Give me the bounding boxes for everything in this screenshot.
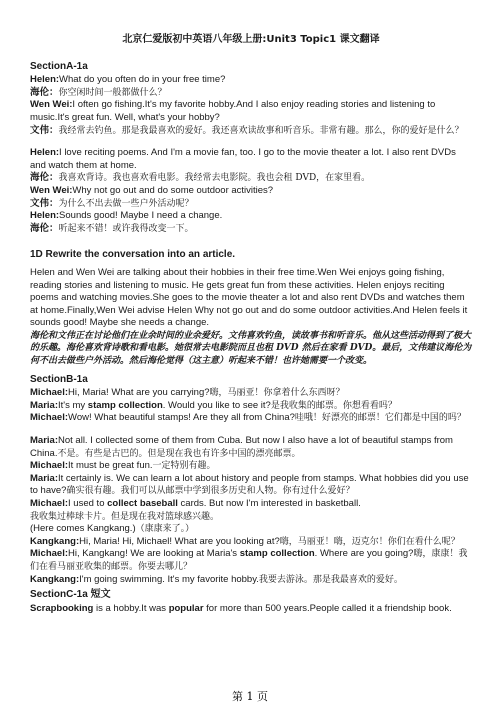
dialogue-line (30, 412, 472, 425)
dialogue-line (30, 74, 472, 87)
key-phrase: collect baseball (107, 498, 178, 509)
dialogue-line (30, 511, 472, 524)
speaker-name: Maria (30, 472, 55, 484)
key-phrase: popular (168, 602, 204, 614)
dialogue-line (30, 147, 472, 172)
dialogue-text: Hi, Kangkang! We are looking at Maria's (68, 548, 240, 560)
section-b-heading: SectionB-1a (30, 373, 88, 385)
key-phrase: stamp collection (87, 399, 163, 411)
speaker-name: Maria (30, 435, 55, 447)
document-title: 北京仁爱版初中英语八年级上册:Unit3 Topic1 课文翻译 (122, 34, 380, 45)
speaker-name: Wen Wei (30, 184, 70, 196)
speaker-separator: : (64, 412, 69, 424)
dialogue-text: I used to (68, 498, 108, 509)
dialogue-line (30, 87, 472, 100)
speaker-name: Michael (30, 548, 65, 560)
speaker-separator: : (54, 399, 58, 411)
translation-text: 我收集过棒球卡片。但是现在我对篮球感兴趣。 (30, 511, 220, 522)
section-b-dialogue (30, 387, 472, 425)
translation-text: 哇哦！好漂亮的邮票！它们都是中国的吗？ (294, 413, 466, 424)
translation-text: 我要去游泳。那是我最喜欢的爱好。 (258, 574, 403, 585)
dialogue-line (30, 172, 472, 185)
rewrite-paragraph: Helen and Wen Wei are talking about their hobbies in their free time.Wen Wei enjoys going fishing, reading stories and listening to music. He gets great fun from these activities. Helen enjoys reciting poems and watching movies.She goes to the movie theater a lot and also rent DVDs and watches them at home.Finally,Wen Wei advise Helen Why not go out and do some outdoor activities.And Helen feels it sounds good! Maybe she needs a change. (30, 266, 468, 329)
speaker-separator: : (54, 435, 58, 447)
key-phrase: stamp collection (239, 548, 315, 560)
speaker-separator: ： (49, 172, 59, 184)
dialogue-line (30, 185, 472, 198)
speaker-name: Maria (30, 399, 55, 411)
dialogue-text: Not all. I collected some of them from Cuba. But now I also have a lot of beautiful stamps from China. (30, 435, 453, 459)
dialogue-text: Wow! What beautiful stamps! Are they all from China? (68, 412, 295, 424)
rewrite-heading: 1D Rewrite the conversation into an article. (30, 249, 236, 261)
dialogue-text: . Would you like to see it? (162, 399, 271, 411)
translation-text: 嗨，马丽亚！嗨，迈克尔！你们在看什么呢？ (279, 536, 460, 547)
dialogue-line (30, 125, 472, 138)
speaker-name: Helen (30, 210, 56, 222)
speaker-separator: : (75, 573, 80, 585)
speaker-name: Michael (30, 498, 65, 509)
dialogue-line (30, 435, 472, 460)
dialogue-line (30, 548, 472, 573)
speaker-separator: : (69, 99, 73, 111)
dialogue-line (30, 400, 472, 413)
dialogue-text: cards. But now I'm interested in basketball. (177, 498, 361, 509)
speaker-name: 海伦 (30, 86, 50, 98)
section-a-heading: SectionA-1a (30, 60, 88, 72)
dialogue-text: 你空闲时间一般都做什么？ (58, 87, 167, 98)
speaker-name: 文伟 (30, 197, 50, 209)
speaker-separator: : (69, 184, 73, 196)
dialogue-text: It certainly is. We can learn a lot about history and people from stamps. What hobbies did you use to have? (30, 472, 469, 497)
speaker-name: Michael (30, 387, 65, 399)
speaker-separator: ： (49, 222, 59, 234)
speaker-separator: : (64, 498, 69, 509)
speaker-separator: : (55, 74, 60, 86)
rewrite-translation: 海伦和文伟正在讨论他们在业余时间的业余爱好。文伟喜欢钓鱼，读故事书和听音乐。他从这些活动得到了极大的乐趣。海伦喜欢背诗歌和看电影。她很常去电影院而且也租 DVD 然后在家看 DVD。最后，文伟建议海伦为何不出去做些户外活动。然后海伦觉得（这主意）听起来不错！也许她需要一个改变。 (30, 330, 472, 367)
section-a-dialogue-continued (30, 147, 472, 235)
speaker-separator: : (54, 472, 58, 484)
dialogue-line (30, 210, 472, 223)
dialogue-line (30, 574, 472, 587)
translation-text: （康康来了。） (135, 524, 195, 535)
dialogue-line (30, 460, 472, 473)
speaker-separator: : (64, 460, 69, 472)
speaker-separator: : (64, 548, 69, 560)
section-c-paragraph (30, 603, 472, 616)
section-b-dialogue-continued (30, 435, 472, 586)
dialogue-text: Hi, Maria! What are you carrying? (68, 387, 210, 399)
speaker-name: Helen (30, 147, 56, 159)
section-c-heading: SectionC-1a 短文 (30, 589, 111, 601)
dialogue-text: 为什么不出去做一些户外活动呢？ (58, 198, 194, 209)
speaker-name: Michael (30, 460, 65, 472)
translation-text: 嗨，康康！我们在看马丽亚收集的邮票。你要去哪儿？ (30, 549, 468, 572)
speaker-name: Wen Wei (30, 99, 70, 111)
translation-text: 嗨，马丽亚！你拿着什么东西呀？ (209, 388, 345, 399)
speaker-separator: : (55, 210, 60, 222)
dialogue-line (30, 223, 472, 236)
speaker-name: 海伦 (30, 172, 50, 184)
translation-text: 不是。有些是古巴的。但是现在我也有许多中国的漂亮邮票。 (57, 448, 301, 459)
dialogue-line (30, 387, 472, 400)
speaker-name: Helen (30, 74, 56, 86)
paragraph-text: for more than 500 years.People called it a friendship book. (203, 602, 452, 614)
page-number: 第 1 页 (232, 690, 268, 703)
dialogue-text: (Here comes Kangkang.) (30, 523, 136, 535)
dialogue-line (30, 198, 472, 211)
dialogue-text: I'm going swimming. It's my favorite hobby. (79, 573, 259, 585)
dialogue-line (30, 523, 472, 536)
dialogue-text: Sounds good! Maybe I need a change. (59, 210, 223, 222)
speaker-name: Kangkang (30, 535, 76, 547)
translation-text: 确实很有趣。我们可以从邮票中学到很多历史和人物。你有过什么爱好？ (66, 486, 355, 497)
dialogue-text: Why not go out and do some outdoor activities? (72, 184, 274, 196)
dialogue-text: 我喜欢背诗。我也喜欢看电影。我经常去电影院。我也会租 DVD，在家里看。 (58, 173, 371, 184)
paragraph-text: is a hobby.It was (93, 602, 169, 614)
translation-text: 是我收集的邮票。你想看看吗？ (270, 400, 397, 411)
speaker-name: Kangkang (30, 573, 76, 585)
speaker-name: 海伦 (30, 222, 50, 234)
dialogue-line (30, 473, 472, 498)
speaker-separator: : (75, 535, 80, 547)
dialogue-line (30, 99, 472, 124)
dialogue-text: I often go fishing.It's my favorite hobby.And I also enjoy reading stories and listening to music.It's great fun. Well, what's your hobby? (30, 99, 436, 123)
section-a-dialogue (30, 74, 472, 137)
speaker-name: Michael (30, 412, 65, 424)
dialogue-text: It must be great fun. (68, 460, 153, 472)
dialogue-text: It's my (58, 399, 88, 411)
speaker-separator: ： (49, 124, 59, 136)
dialogue-text: I love reciting poems. And I'm a movie fan, too. I go to the movie theater a lot. I also rent DVDs and watch them at home. (30, 147, 456, 171)
dialogue-text: 我经常去钓鱼。那是我最喜欢的爱好。我还喜欢读故事和听音乐。非常有趣。那么，你的爱好是什么？ (58, 125, 464, 136)
key-phrase: Scrapbooking (30, 602, 94, 614)
dialogue-text: Hi, Maria! Hi, Michael! What are you looking at? (79, 535, 280, 547)
speaker-separator: ： (49, 86, 59, 98)
speaker-separator: ： (49, 197, 59, 209)
speaker-name: 文伟 (30, 124, 50, 136)
speaker-separator: : (64, 387, 69, 399)
dialogue-text: 听起来不错！或许我得改变一下。 (58, 223, 194, 234)
speaker-separator: : (55, 147, 60, 159)
dialogue-text: What do you often do in your free time? (59, 74, 226, 86)
dialogue-line (30, 498, 472, 511)
dialogue-line (30, 536, 472, 549)
translation-text: 一定特别有趣。 (152, 461, 216, 472)
dialogue-text: . Where are you going? (314, 548, 414, 560)
